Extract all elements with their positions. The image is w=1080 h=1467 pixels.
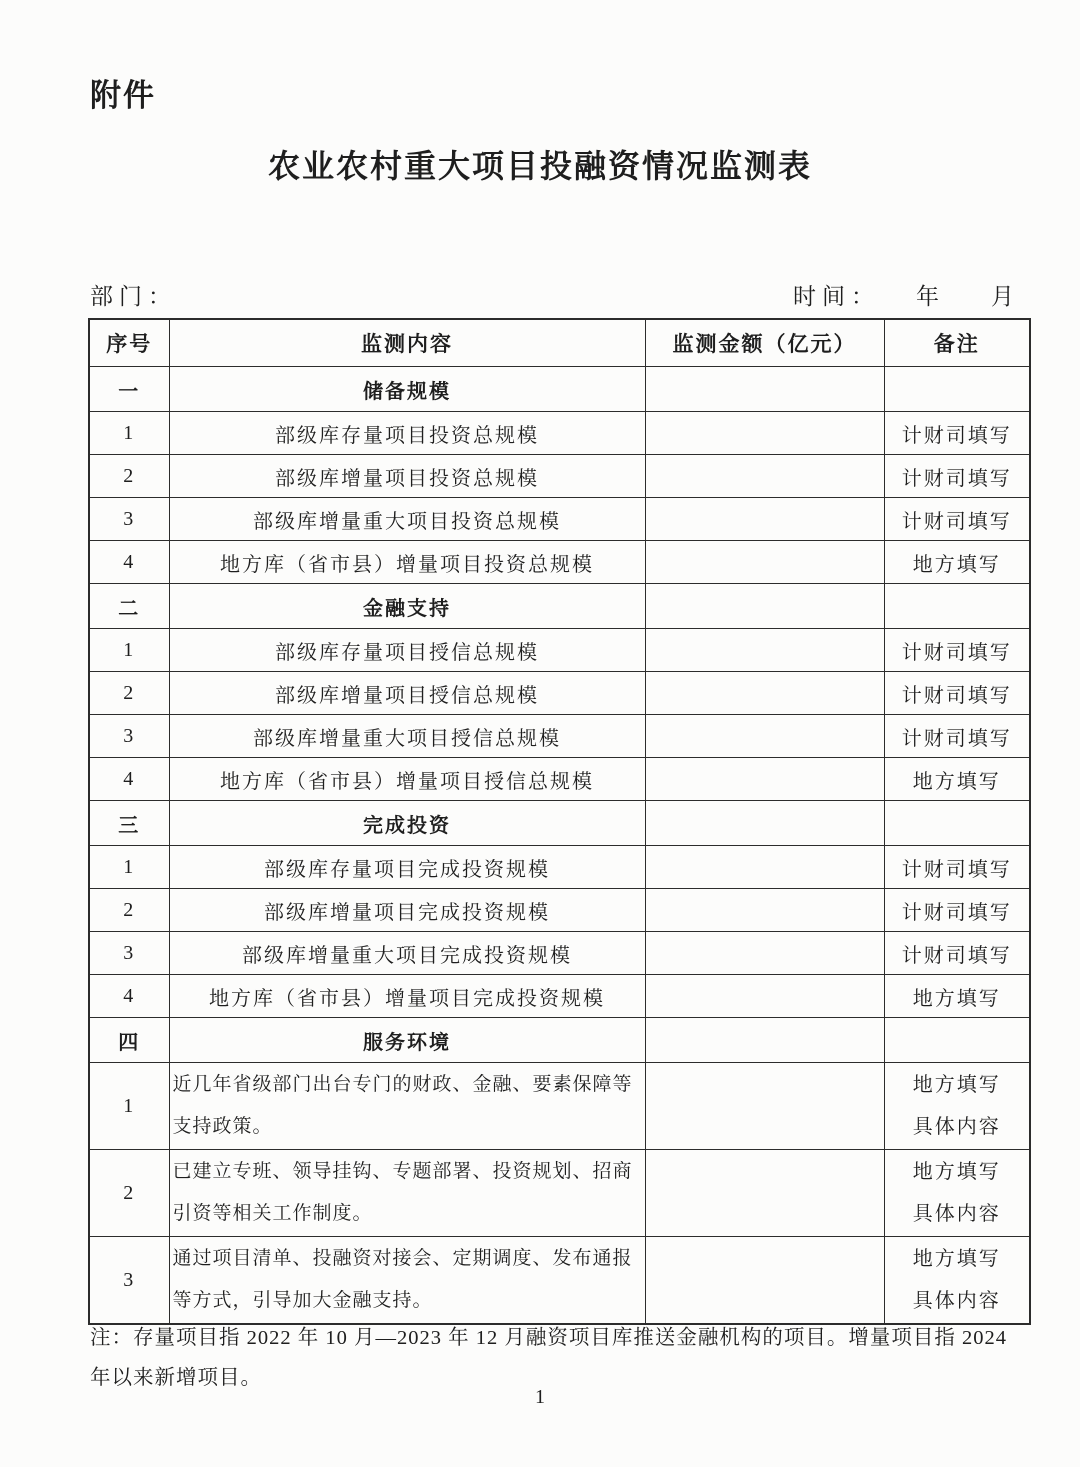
cell-remark	[884, 932, 1030, 975]
remark-line: 计财司填写	[901, 467, 1012, 490]
column-header: 序号	[89, 319, 169, 367]
table-row	[89, 412, 1030, 455]
meta-row	[90, 278, 1014, 311]
cell-remark	[884, 412, 1030, 455]
table-row	[89, 584, 1030, 629]
cell-monitoring-amount	[645, 1150, 884, 1237]
cell-remark	[884, 584, 1030, 629]
table-row	[89, 629, 1030, 672]
cell-monitoring-content: 近几年省级部门出台专门的财政、金融、要素保障等支持政策。	[169, 1063, 645, 1150]
cell-serial-number: 3	[89, 715, 169, 758]
table-row	[89, 367, 1030, 412]
page-number: 1	[535, 1386, 545, 1408]
table-row	[89, 1018, 1030, 1063]
footnote-line: 年以来新增项目。	[90, 1367, 262, 1389]
remark-line: 地方填写	[912, 553, 1001, 576]
cell-monitoring-amount	[645, 455, 884, 498]
remark-line: 计财司填写	[901, 684, 1012, 707]
table-row	[89, 1237, 1030, 1325]
remark-line: 地方填写	[912, 1248, 1001, 1270]
table-row	[89, 758, 1030, 801]
cell-remark	[884, 1018, 1030, 1063]
cell-serial-number: 2	[89, 455, 169, 498]
cell-monitoring-content: 部级库增量重大项目投资总规模	[169, 498, 645, 541]
cell-serial-number: 1	[89, 412, 169, 455]
cell-monitoring-content: 已建立专班、领导挂钩、专题部署、投资规划、招商引资等相关工作制度。	[169, 1150, 645, 1237]
cell-remark	[884, 846, 1030, 889]
table-row	[89, 801, 1030, 846]
cell-remark	[884, 801, 1030, 846]
remark-line: 计财司填写	[901, 510, 1012, 533]
remark-line: 计财司填写	[901, 424, 1012, 447]
column-header: 备注	[884, 319, 1030, 367]
cell-serial-number: 二	[89, 584, 169, 629]
monitoring-table	[88, 318, 1031, 1325]
remark-line: 地方填写	[912, 770, 1001, 793]
cell-serial-number: 一	[89, 367, 169, 412]
cell-monitoring-amount	[645, 498, 884, 541]
cell-remark	[884, 672, 1030, 715]
attachment-label: 附件	[90, 78, 156, 113]
cell-monitoring-amount	[645, 758, 884, 801]
cell-remark	[884, 455, 1030, 498]
cell-monitoring-amount	[645, 584, 884, 629]
cell-serial-number: 4	[89, 975, 169, 1018]
cell-serial-number: 3	[89, 1237, 169, 1325]
cell-monitoring-amount	[645, 1018, 884, 1063]
cell-serial-number: 3	[89, 498, 169, 541]
cell-monitoring-amount	[645, 412, 884, 455]
cell-monitoring-content: 部级库存量项目完成投资规模	[169, 846, 645, 889]
cell-monitoring-content: 地方库（省市县）增量项目投资总规模	[169, 541, 645, 584]
cell-remark	[884, 1237, 1030, 1325]
cell-monitoring-content: 地方库（省市县）增量项目授信总规模	[169, 758, 645, 801]
table-row	[89, 715, 1030, 758]
cell-monitoring-content: 部级库增量项目投资总规模	[169, 455, 645, 498]
time-label: 时间：	[793, 284, 880, 309]
cell-monitoring-content: 地方库（省市县）增量项目完成投资规模	[169, 975, 645, 1018]
cell-serial-number: 2	[89, 1150, 169, 1237]
cell-remark	[884, 629, 1030, 672]
cell-monitoring-content: 服务环境	[169, 1018, 645, 1063]
table-header-row	[89, 319, 1030, 367]
cell-monitoring-content: 部级库增量重大项目完成投资规模	[169, 932, 645, 975]
table-row	[89, 541, 1030, 584]
cell-serial-number: 三	[89, 801, 169, 846]
cell-monitoring-amount	[645, 541, 884, 584]
table-row	[89, 672, 1030, 715]
cell-remark	[884, 498, 1030, 541]
cell-serial-number: 2	[89, 889, 169, 932]
table-row	[89, 889, 1030, 932]
cell-monitoring-content: 储备规模	[169, 367, 645, 412]
cell-monitoring-amount	[645, 1237, 884, 1325]
remark-line: 具体内容	[912, 1290, 1001, 1312]
monitor-table-body	[89, 367, 1030, 1325]
table-row	[89, 1063, 1030, 1150]
cell-monitoring-content: 部级库增量项目授信总规模	[169, 672, 645, 715]
cell-serial-number: 1	[89, 846, 169, 889]
cell-monitoring-amount	[645, 367, 884, 412]
cell-serial-number: 4	[89, 541, 169, 584]
cell-serial-number: 3	[89, 932, 169, 975]
cell-monitoring-content: 完成投资	[169, 801, 645, 846]
table-row	[89, 932, 1030, 975]
remark-line: 具体内容	[912, 1116, 1001, 1138]
cell-remark	[884, 758, 1030, 801]
cell-remark	[884, 367, 1030, 412]
cell-monitoring-content: 部级库增量项目完成投资规模	[169, 889, 645, 932]
cell-monitoring-content: 部级库存量项目投资总规模	[169, 412, 645, 455]
remark-line: 地方填写	[912, 987, 1001, 1010]
table-row	[89, 1150, 1030, 1237]
time-group	[793, 278, 1014, 311]
table-row	[89, 455, 1030, 498]
cell-monitoring-content: 通过项目清单、投融资对接会、定期调度、发布通报等方式，引导加大金融支持。	[169, 1237, 645, 1325]
remark-line: 计财司填写	[901, 901, 1012, 924]
remark-line: 地方填写	[912, 1161, 1001, 1183]
cell-monitoring-amount	[645, 1063, 884, 1150]
column-header: 监测内容	[169, 319, 645, 367]
time-month-label: 月	[991, 284, 1014, 309]
cell-remark	[884, 1150, 1030, 1237]
remark-line: 地方填写	[912, 1074, 1001, 1096]
table-row	[89, 498, 1030, 541]
remark-line: 计财司填写	[901, 727, 1012, 750]
department-label: 部门：	[90, 284, 177, 309]
cell-monitoring-amount	[645, 975, 884, 1018]
cell-monitoring-content: 部级库增量重大项目授信总规模	[169, 715, 645, 758]
cell-serial-number: 四	[89, 1018, 169, 1063]
page-title: 农业农村重大项目投融资情况监测表	[267, 148, 812, 184]
cell-monitoring-amount	[645, 672, 884, 715]
remark-line: 计财司填写	[901, 858, 1012, 881]
cell-monitoring-amount	[645, 801, 884, 846]
cell-serial-number: 1	[89, 1063, 169, 1150]
cell-monitoring-content: 部级库存量项目授信总规模	[169, 629, 645, 672]
cell-remark	[884, 1063, 1030, 1150]
cell-monitoring-amount	[645, 846, 884, 889]
cell-monitoring-amount	[645, 932, 884, 975]
cell-monitoring-amount	[645, 889, 884, 932]
cell-monitoring-amount	[645, 715, 884, 758]
cell-remark	[884, 541, 1030, 584]
remark-line: 计财司填写	[901, 641, 1012, 664]
cell-serial-number: 4	[89, 758, 169, 801]
cell-remark	[884, 715, 1030, 758]
cell-serial-number: 1	[89, 629, 169, 672]
cell-remark	[884, 889, 1030, 932]
remark-line: 计财司填写	[901, 944, 1012, 967]
table-row	[89, 846, 1030, 889]
table-row	[89, 975, 1030, 1018]
cell-monitoring-amount	[645, 629, 884, 672]
cell-serial-number: 2	[89, 672, 169, 715]
cell-monitoring-content: 金融支持	[169, 584, 645, 629]
column-header: 监测金额（亿元）	[645, 319, 884, 367]
footnote-line: 注：存量项目指 2022 年 10 月—2023 年 12 月融资项目库推送金融机构的项目。增量项目指 2024	[90, 1327, 1007, 1349]
remark-line: 具体内容	[912, 1203, 1001, 1225]
cell-remark	[884, 975, 1030, 1018]
time-year-label: 年	[916, 284, 939, 309]
